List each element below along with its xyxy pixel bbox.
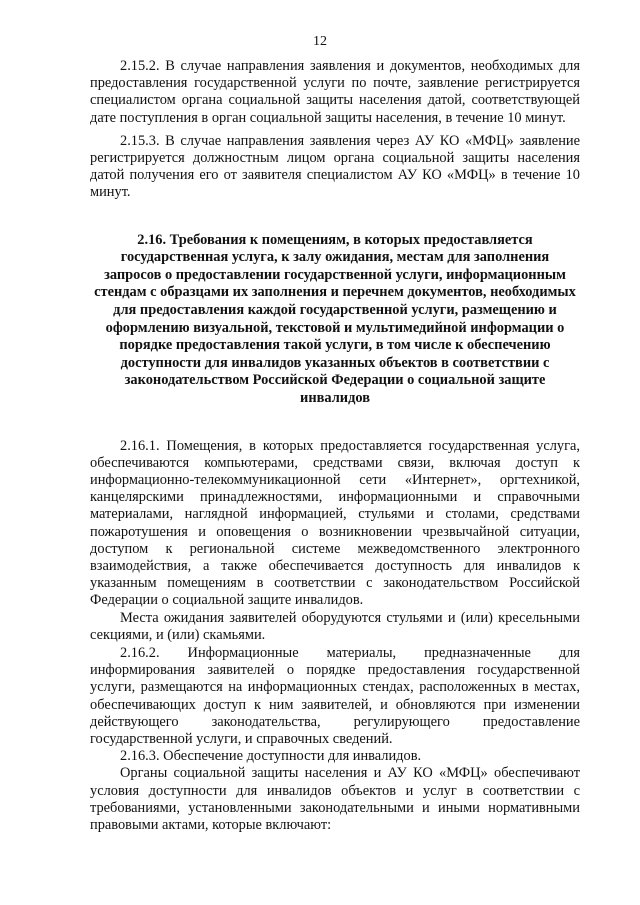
paragraph-2-16-2: 2.16.2. Информационные материалы, предназначенные для информирования заявителей о порядке предоставления государственной услуги, размещаются на информационных стендах, расположенных в местах, обеспечивающих доступ к ним заявителей, и обновляются при изменении действующего законодательства, регулирующего предоставление государственной услуги, и справочных сведений.	[90, 645, 580, 748]
paragraph-2-15-2: 2.15.2. В случае направления заявления и документов, необходимых для предоставления государственной услуги по почте, заявление регистрируется специалистом органа социальной защиты населения датой, соответствующей дате поступления в орган социальной защиты населения, в течение 10 минут.	[90, 58, 580, 126]
document-body	[90, 58, 580, 834]
paragraph-waiting-places: Места ожидания заявителей оборудуются стульями и (или) кресельными секциями, и (или) скамьями.	[90, 609, 580, 643]
paragraph-organs: Органы социальной защиты населения и АУ КО «МФЦ» обеспечивают условия доступности для инвалидов объектов и услуг в соответствии с требованиями, установленными законодательными и иными нормативными правовыми актами, которые включают:	[90, 765, 580, 834]
page-number: 12	[313, 34, 327, 49]
paragraph-2-16-1: 2.16.1. Помещения, в которых предоставляется государственная услуга, обеспечиваются компьютерами, средствами связи, включая доступ к информационно-телекоммуникационной сети «Интернет», оргтехникой, канцелярскими принадлежностями, информационными и справочными материалами, наглядной информацией, стульями и столами, средствами пожаротушения и оповещения о возникновении чрезвычайной ситуации, доступом к региональной системе межведомственного электронного взаимодействия, а также обеспечивается доступность для инвалидов к указанным помещениям в соответствии с законодательством Российской Федерации о социальной защите инвалидов.	[90, 437, 580, 609]
paragraph-2-15-3: 2.15.3. В случае направления заявления через АУ КО «МФЦ» заявление регистрируется должностным лицом органа социальной защиты населения датой получения его от заявителя специалистом АУ КО «МФЦ» в течение 10 минут.	[90, 132, 580, 201]
paragraph-2-16-3: 2.16.3. Обеспечение доступности для инвалидов.	[120, 748, 422, 765]
section-heading-2-16: 2.16. Требования к помещениям, в которых предоставляется государственная услуга, к залу ожидания, местам для заполнения запросов о предоставлении государственной услуги, информационным стендам с образцами их заполнения и перечнем документов, необходимых для предоставления каждой государственной услуги, размещению и оформлению визуальной, текстовой и мультимедийной информации о порядке предоставления такой услуги, в том числе к обеспечению доступности для инвалидов указанных объектов в соответствии с законодательством Российской Федерации о социальной защите инвалидов	[94, 231, 576, 406]
